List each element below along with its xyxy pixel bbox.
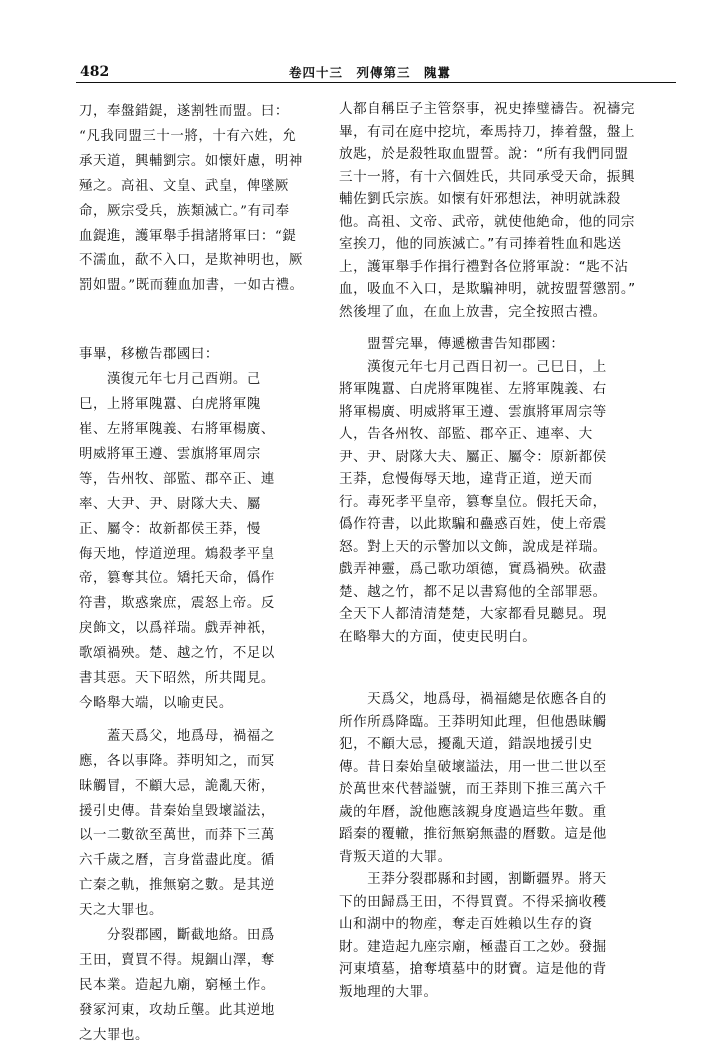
classical-text-column [79,100,315,1049]
page-header [76,56,676,78]
classical-paragraph-oath [79,100,315,299]
text-line: 漢復元年七月己酉朔。己 [79,372,261,388]
text-line: 怒。對上天的示警加以文飾，說成是祥瑞。 [339,538,607,555]
text-line: 畢，有司在庭中挖坑，牽馬持刀，捧着盤，盤上 [339,123,635,140]
classical-paragraph-proclamation [79,343,315,717]
text-line: 昧觸冒，不顧大忌，詭亂天術， [79,778,275,794]
text-line: 崔、左將軍隗義、右將軍楊廣、 [79,421,275,437]
text-line: 三十一將，有十六個姓氏，共同承受天命，振興 [339,168,635,185]
text-line: 率、大尹、尹、尉隊大夫、屬 [79,496,261,512]
text-line: 帝，篡奪其位。矯托天命，僞作 [79,571,275,587]
text-line: 天之大罪也。 [79,903,163,919]
classical-paragraph-earth [79,924,315,1049]
text-line: 命，厥宗受兵，族類滅亡。”有司奉 [79,203,290,219]
text-line: 將軍隗囂、白虎將軍隗崔、左將軍隗義、右 [339,381,607,397]
translation-paragraph-earth [339,868,647,1003]
text-line: 犯，不顧大忌，擾亂天道，錯誤地援引史 [339,736,593,752]
text-line: 然後埋了血，在血上放書，完全按照古禮。 [339,303,607,320]
text-line: 下的田歸爲王田，不得買賣。不得采摘收穫 [339,893,607,910]
text-line: 刀，奉盤錯鍉，遂割牲而盟。曰： [79,104,289,119]
text-line: 人，告各州牧、部監、郡卒正、連率、大 [339,426,593,442]
text-line: 放匙，於是殺牲取血盟誓。說：“所有我們同盟 [339,146,629,162]
text-line: 輔佐劉氏宗族。如懷有奸邪想法，神明就誅殺 [339,191,621,207]
classical-paragraph-heaven [79,725,315,924]
text-line: 殛之。高祖、文皇、武皇，俾墜厥 [79,178,289,194]
text-line: 承天道，興輔劉宗。如懷奸慮，明神 [79,153,303,169]
text-line: 王田，賣買不得。規錮山澤，奪 [79,953,275,968]
text-line: 今略舉大端，以喻吏民。 [79,695,233,711]
text-line: 事畢，移檄告郡國曰： [79,347,219,363]
text-line: 室挨刀，他的同族滅亡。”有司捧着牲血和匙送 [339,236,622,252]
text-line: 不濡血，歃不入口，是欺神明也，厥 [79,253,303,269]
text-line: 在略舉大的方面，使吏民明白。 [339,628,537,645]
text-line: 叛地理的大罪。 [339,983,438,1000]
running-title: 卷四十三 列傳第三 隗囂 [289,65,452,80]
text-line: “凡我同盟三十一將，十有六姓，允 [79,128,297,144]
text-line: 分裂郡國，斷截地絡。田爲 [79,928,275,944]
text-line: 尹、尹、尉隊大夫、屬正、屬令：原新都侯 [339,448,607,465]
text-line: 財。建造起九座宗廟，極盡百工之妙。發掘 [339,938,607,955]
text-line: 發冢河東，攻劫丘壟。此其逆地 [79,1002,275,1018]
text-line: 行。毒死孝平皇帝，篡奪皇位。假托天命， [339,493,607,510]
text-line: 於萬世來代替謚號，而王莽則下推三萬六千 [339,781,607,797]
text-line: 僞作符書，以此欺騙和蠱惑百姓，使上帝震 [339,516,607,532]
text-line: 血，吸血不入口，是欺騙神明，就按盟誓懲罰。” [339,281,636,297]
text-line: 歌頌禍殃。楚、越之竹，不足以 [79,646,275,662]
text-line: 他。高祖、文帝、武帝，就使他絶命，他的同宗 [339,213,635,230]
text-line: 應，各以事降。莽明知之，而冥 [79,753,275,769]
text-line: 罰如盟。”既而薶血加書，一如古禮。 [79,278,304,294]
text-line: 明威將軍王遵、雲旗將軍周宗 [79,446,261,462]
text-line: 侮天地，悖道逆理。鴆殺孝平皇 [79,546,275,562]
text-line: 山和湖中的物産，奪走百姓賴以生存的資 [339,916,593,932]
text-line: 將軍楊廣、明威將軍王遵、雲旗將軍周宗等 [339,403,607,420]
text-line: 戾飾文，以爲祥瑞。戲弄神祇， [79,621,275,637]
text-line: 六千歲之曆，言身當盡此度。循 [79,853,275,869]
text-line: 楚、越之竹，都不足以書寫他的全部罪惡。 [339,583,607,600]
translation-paragraph-proclamation [339,333,647,648]
translation-text-column [339,98,647,1003]
text-line: 全天下人都清清楚楚，大家都看見聽見。現 [339,606,607,622]
translation-paragraph-oath [339,98,647,323]
text-line: 戲弄神靈，爲己歌功頌德，實爲禍殃。砍盡 [339,561,607,577]
text-line: 河東墳墓，搶奪墳墓中的財寶。這是他的背 [339,961,607,977]
text-line: 民本業。造起九廟，窮極土作。 [79,977,275,993]
text-line: 王莽分裂郡縣和封國，割斷疆界。將天 [339,871,607,887]
text-line: 援引史傳。昔秦始皇毀壞謚法， [79,803,275,819]
text-line: 上，護軍舉手作揖行禮對各位將軍說：“匙不沾 [339,258,629,275]
text-line: 王莽，怠慢侮辱天地，違背正道，逆天而 [339,471,593,487]
text-line: 天爲父，地爲母，禍福總是依應各自的 [339,691,607,707]
text-line: 之大罪也。 [79,1027,149,1043]
text-line: 歲的年曆，說他應該親身度過這些年數。重 [339,803,607,820]
text-line: 符書，欺惑衆庶，震怒上帝。反 [79,596,275,612]
header-rule [76,82,676,83]
text-line: 正、屬令：故新都侯王莽，慢 [79,521,261,537]
text-line: 書其惡。天下昭然，所共聞見。 [79,671,275,687]
text-line: 所作所爲降臨。王莽明知此理，但他愚昧觸 [339,713,607,730]
text-line: 以一二數欲至萬世，而莽下三萬 [79,828,275,844]
text-line: 漢復元年七月己酉日初一。己巳日，上 [339,358,607,375]
text-line: 血鍉進，護軍舉手揖諸將軍曰：“鍉 [79,228,297,244]
text-line: 巳，上將軍隗囂、白虎將軍隗 [79,397,261,413]
text-line: 蹈秦的覆轍，推衍無窮無盡的曆數。這是他 [339,826,607,842]
text-line: 蓋天爲父，地爲母，禍福之 [79,728,275,744]
text-line: 背叛天道的大罪。 [339,848,452,865]
text-line: 人都自稱臣子主管祭事，祝史捧璧禱告。祝禱完 [339,101,635,117]
text-line: 亡秦之軌，推無窮之數。是其逆 [79,878,275,894]
text-line: 等，告州牧、部監、郡卒正、連 [79,471,275,487]
text-line: 傳。昔日秦始皇破壞謚法，用一世二世以至 [339,758,607,775]
translation-paragraph-heaven [339,688,647,868]
page-number: 482 [80,64,110,80]
text-line: 盟誓完畢，傳遞檄書告知郡國： [339,336,565,352]
